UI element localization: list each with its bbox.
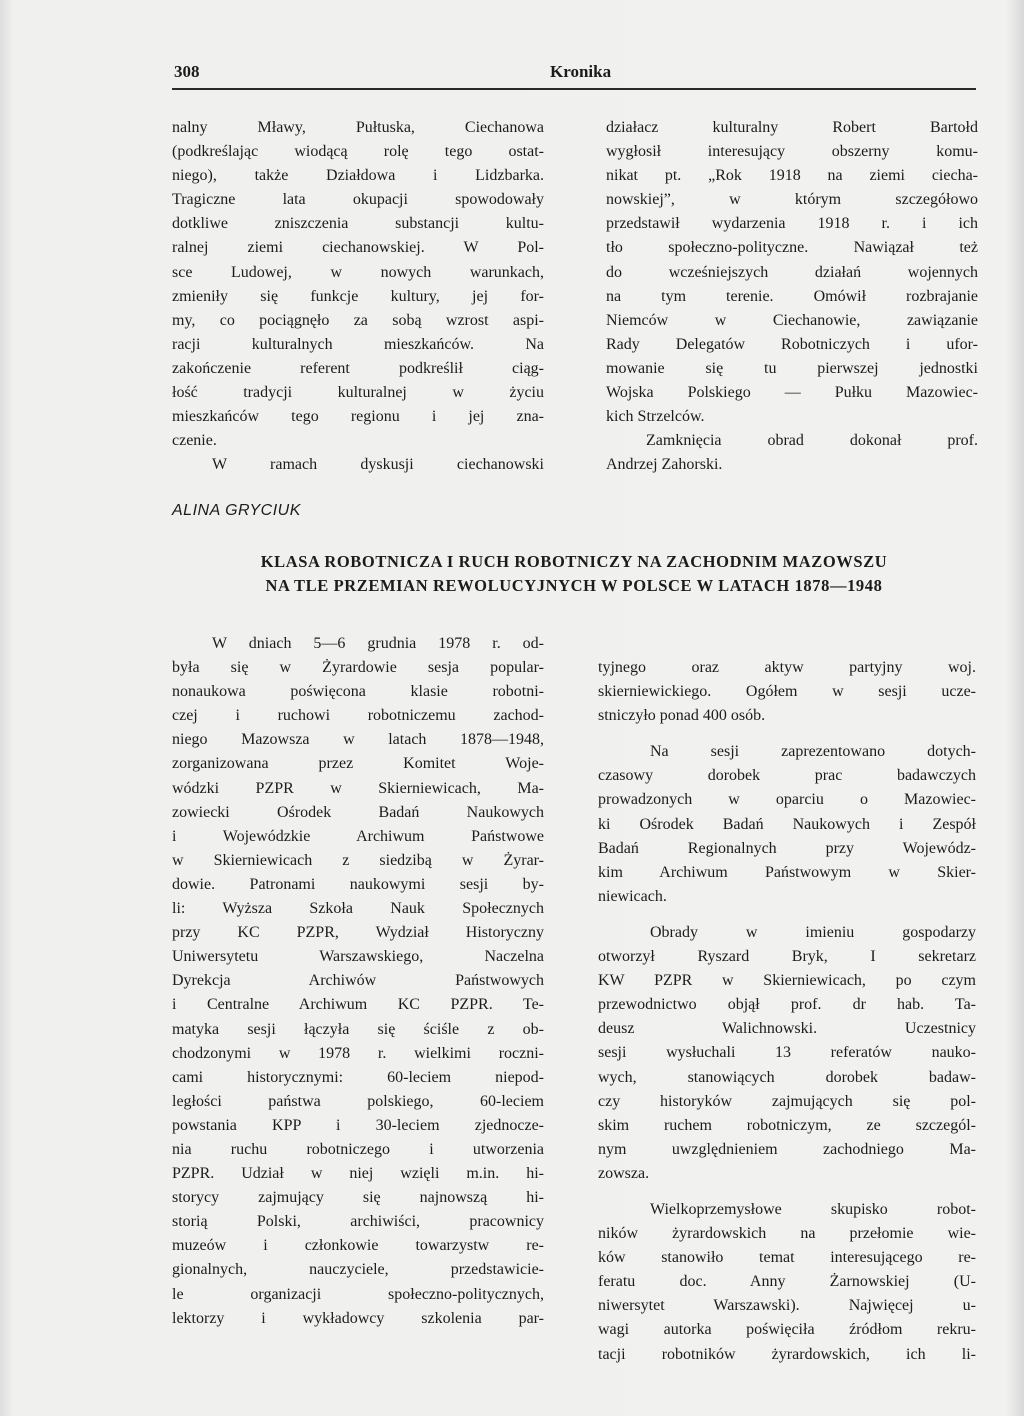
- text-line: Rady Delegatów Robotniczych i ufor-: [606, 335, 978, 353]
- text-line: dotkliwe zniszczenia substancji kultu-: [172, 215, 544, 233]
- text-line: tacji robotników żyrardowskich, ich li-: [598, 1345, 976, 1363]
- text-line: Wielkoprzemysłowe skupisko robot-: [650, 1200, 976, 1218]
- article-heading: [172, 550, 976, 598]
- text-line: była się w Żyrardowie sesja popular-: [172, 659, 544, 677]
- report1-left-column: [172, 116, 544, 477]
- text-line: deusz Walichnowski. Uczestnicy: [598, 1020, 976, 1038]
- text-line: sesji wysłuchali 13 referatów nauko-: [598, 1044, 976, 1062]
- text-line: w Skierniewicach z siedzibą w Żyrar-: [172, 851, 544, 869]
- paragraph-gap: [598, 1186, 976, 1198]
- text-line: nonaukowa poświęcona klasie robotni-: [172, 683, 544, 701]
- text-line: ki Ośrodek Badań Naukowych i Zespół: [598, 815, 976, 833]
- text-line: mowanie się tu pierwszej jednostki: [606, 359, 978, 377]
- text-line: Obrady w imieniu gospodarzy: [650, 923, 976, 941]
- text-line: przy KC PZPR, Wydział Historyczny: [172, 924, 544, 942]
- text-line: ków stanowiło temat interesującego re-: [598, 1249, 976, 1267]
- text-line: niewicach.: [598, 887, 667, 905]
- text-line: przedstawił wydarzenia 1918 r. i ich: [606, 215, 978, 233]
- text-line: ralnej ziemi ciechanowskiej. W Pol-: [172, 239, 544, 257]
- text-line: nowskiej”, w którym szczegółowo: [606, 191, 978, 209]
- text-line: wych, stanowiących dorobek badaw-: [598, 1068, 976, 1086]
- text-line: feratu doc. Anny Żarnowskiej (U-: [598, 1273, 976, 1291]
- text-line: PZPR. Udział w niej wzięli m.in. hi-: [172, 1165, 544, 1183]
- page-header: [172, 60, 976, 90]
- text-line: Wojska Polskiego — Pułku Mazowiec-: [606, 384, 978, 402]
- text-line: racji kulturalnych mieszkańców. Na: [172, 335, 544, 353]
- text-line: Andrzej Zahorski.: [606, 456, 723, 474]
- text-line: niego), także Działdowa i Lidzbarka.: [172, 167, 544, 185]
- text-line: Uniwersytetu Warszawskiego, Naczelna: [172, 948, 544, 966]
- text-line: powstania KPP i 30-leciem zjednocze-: [172, 1116, 544, 1134]
- text-line: przewodnictwo objął prof. dr hab. Ta-: [598, 996, 976, 1014]
- text-line: ległości państwa polskiego, 60-leciem: [172, 1092, 544, 1110]
- text-line: niego Mazowsza w latach 1878—1948,: [172, 731, 544, 749]
- text-line: storią Polski, archiwiści, pracownicy: [172, 1213, 544, 1231]
- text-line: wygłosił interesujący obszerny komu-: [606, 143, 978, 161]
- text-line: lektorzy i wykładowcy szkolenia par-: [172, 1309, 544, 1327]
- text-line: na tym terenie. Omówił rozbrajanie: [606, 287, 978, 305]
- text-line: dowie. Patronami naukowymi sesji by-: [172, 875, 544, 893]
- text-line: łość tradycji kulturalnej w życiu: [172, 384, 544, 402]
- text-line: nia ruchu robotniczego i utworzenia: [172, 1140, 544, 1158]
- text-line: wagi autorka poświęciła źródłom rekru-: [598, 1321, 976, 1339]
- page-number: 308: [174, 62, 200, 81]
- text-line: otworzył Ryszard Bryk, I sekretarz: [598, 948, 976, 966]
- text-line: skim ruchem robotniczym, ze szczegól-: [598, 1116, 976, 1134]
- text-line: niwersytet Warszawski). Najwięcej u-: [598, 1297, 976, 1315]
- text-line: mieszkańców tego regionu i jej zna-: [172, 408, 544, 426]
- text-line: czasowy dorobek prac badawczych: [598, 767, 976, 785]
- text-line: zakończenie referent podkreślił ciąg-: [172, 359, 544, 377]
- text-line: zmieniły się funkcje kultury, jej for-: [172, 287, 544, 305]
- text-line: prowadzonych w oparciu o Mazowiec-: [598, 791, 976, 809]
- author-signature: ALINA GRYCIUK: [172, 502, 301, 519]
- text-line: Zamknięcia obrad dokonał prof.: [646, 432, 978, 450]
- text-line: Dyrekcja Archiwów Państwowych: [172, 972, 544, 990]
- text-line: chodzonymi w 1978 r. wielkimi roczni-: [172, 1044, 544, 1062]
- text-line: kim Archiwum Państwowym w Skier-: [598, 863, 976, 881]
- text-line: czy historyków zajmujących się pol-: [598, 1092, 976, 1110]
- text-line: le organizacji społeczno-politycznych,: [172, 1285, 544, 1303]
- text-line: cami historycznymi: 60-leciem niepod-: [172, 1068, 544, 1086]
- text-line: zowsza.: [598, 1164, 650, 1182]
- text-line: działacz kulturalny Robert Bartołd: [606, 119, 978, 136]
- text-line: tło społeczno-polityczne. Nawiązał też: [606, 239, 978, 257]
- text-line: skierniewickiego. Ogółem w sesji ucze-: [598, 683, 976, 701]
- report1-right-column: [606, 116, 978, 477]
- text-line: (podkreślając wiodącą rolę tego ostat-: [172, 143, 544, 161]
- text-line: li: Wyższa Szkoła Nauk Społecznych: [172, 900, 544, 918]
- text-line: gionalnych, nauczyciele, przedstawicie-: [172, 1261, 544, 1279]
- text-line: sce Ludowej, w nowych warunkach,: [172, 263, 544, 281]
- text-line: ników żyrardowskich na przełomie wie-: [598, 1225, 976, 1243]
- text-line: muzeów i członkowie towarzystw re-: [172, 1237, 544, 1255]
- text-line: matyka sesji łączyła się ściśle z ob-: [172, 1020, 544, 1038]
- text-line: i Wojewódzkie Archiwum Państwowe: [172, 827, 544, 845]
- paragraph-gap: [598, 909, 976, 921]
- article-right-column: [598, 656, 976, 1367]
- text-line: do wcześniejszych działań wojennych: [606, 263, 978, 281]
- text-line: tyjnego oraz aktyw partyjny woj.: [598, 659, 976, 676]
- text-line: kich Strzelców.: [606, 408, 705, 426]
- text-line: my, co pociągnęło za sobą wzrost aspi-: [172, 311, 544, 329]
- text-line: nalny Mławy, Pułtuska, Ciechanowa: [172, 119, 544, 136]
- text-line: Badań Regionalnych przy Wojewódz-: [598, 839, 976, 857]
- text-line: Na sesji zaprezentowano dotych-: [650, 743, 976, 761]
- text-line: wódzki PZPR w Skierniewicach, Ma-: [172, 779, 544, 797]
- heading-line: KLASA ROBOTNICZA I RUCH ROBOTNICZY NA ZACHODNIM MAZOWSZU: [260, 552, 888, 571]
- heading-line: NA TLE PRZEMIAN REWOLUCYJNYCH W POLSCE W LATACH 1878—1948: [265, 576, 883, 595]
- text-line: nikat pt. „Rok 1918 na ziemi ciecha-: [606, 167, 978, 185]
- text-line: W dniach 5—6 grudnia 1978 r. od-: [212, 635, 544, 652]
- text-line: Niemców w Ciechanowie, zawiązanie: [606, 311, 978, 329]
- text-line: czej i ruchowi robotniczemu zachod-: [172, 707, 544, 725]
- text-line: zowiecki Ośrodek Badań Naukowych: [172, 803, 544, 821]
- text-line: W ramach dyskusji ciechanowski: [212, 456, 544, 474]
- text-line: czenie.: [172, 432, 217, 450]
- text-line: storycy zajmujący się najnowszą hi-: [172, 1189, 544, 1207]
- running-title: Kronika: [550, 62, 612, 81]
- text-line: i Centralne Archiwum KC PZPR. Te-: [172, 996, 544, 1014]
- text-line: Tragiczne lata okupacji spowodowały: [172, 191, 544, 209]
- text-line: stniczyło ponad 400 osób.: [598, 707, 766, 725]
- text-line: zorganizowana przez Komitet Woje-: [172, 755, 544, 773]
- paragraph-gap: [598, 728, 976, 740]
- text-line: KW PZPR w Skierniewicach, po czym: [598, 972, 976, 990]
- article-left-column: [172, 632, 544, 1331]
- text-line: nym uwzględnieniem zachodniego Ma-: [598, 1140, 976, 1158]
